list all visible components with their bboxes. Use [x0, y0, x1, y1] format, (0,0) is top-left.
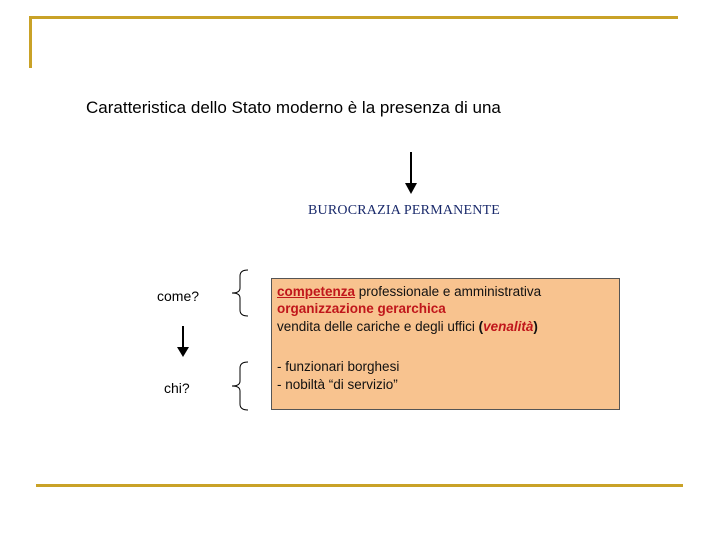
- term-competenza: competenza: [277, 284, 356, 299]
- left-brace-icon: [228, 268, 250, 318]
- box-line-organizzazione: organizzazione gerarchica: [277, 301, 446, 316]
- line1-rest: professionale e amministrativa: [355, 284, 542, 299]
- left-brace-icon: [228, 360, 250, 412]
- info-box: [271, 278, 620, 410]
- box-line-nobilta: - nobiltà “di servizio”: [277, 377, 398, 392]
- decorative-top-line: [31, 16, 678, 19]
- down-arrow-small-icon: [176, 326, 190, 358]
- paren-open: (: [478, 319, 484, 334]
- term-venalita: venalità: [483, 319, 534, 334]
- slide-heading: Caratteristica dello Stato moderno è la presenza di una: [86, 98, 501, 117]
- burocrazia-label: BUROCRAZIA PERMANENTE: [308, 203, 501, 218]
- box-line-competenza: [277, 284, 541, 299]
- box-line-funzionari: - funzionari borghesi: [277, 359, 400, 374]
- question-come: come?: [157, 288, 200, 304]
- paren-close: ): [533, 319, 538, 334]
- question-chi: chi?: [164, 380, 190, 396]
- line3-pre: vendita delle cariche e degli uffici: [277, 319, 479, 334]
- down-arrow-icon: [404, 152, 418, 194]
- decorative-bottom-line: [36, 484, 683, 487]
- decorative-left-line: [29, 16, 32, 68]
- box-line-vendita: [277, 319, 538, 334]
